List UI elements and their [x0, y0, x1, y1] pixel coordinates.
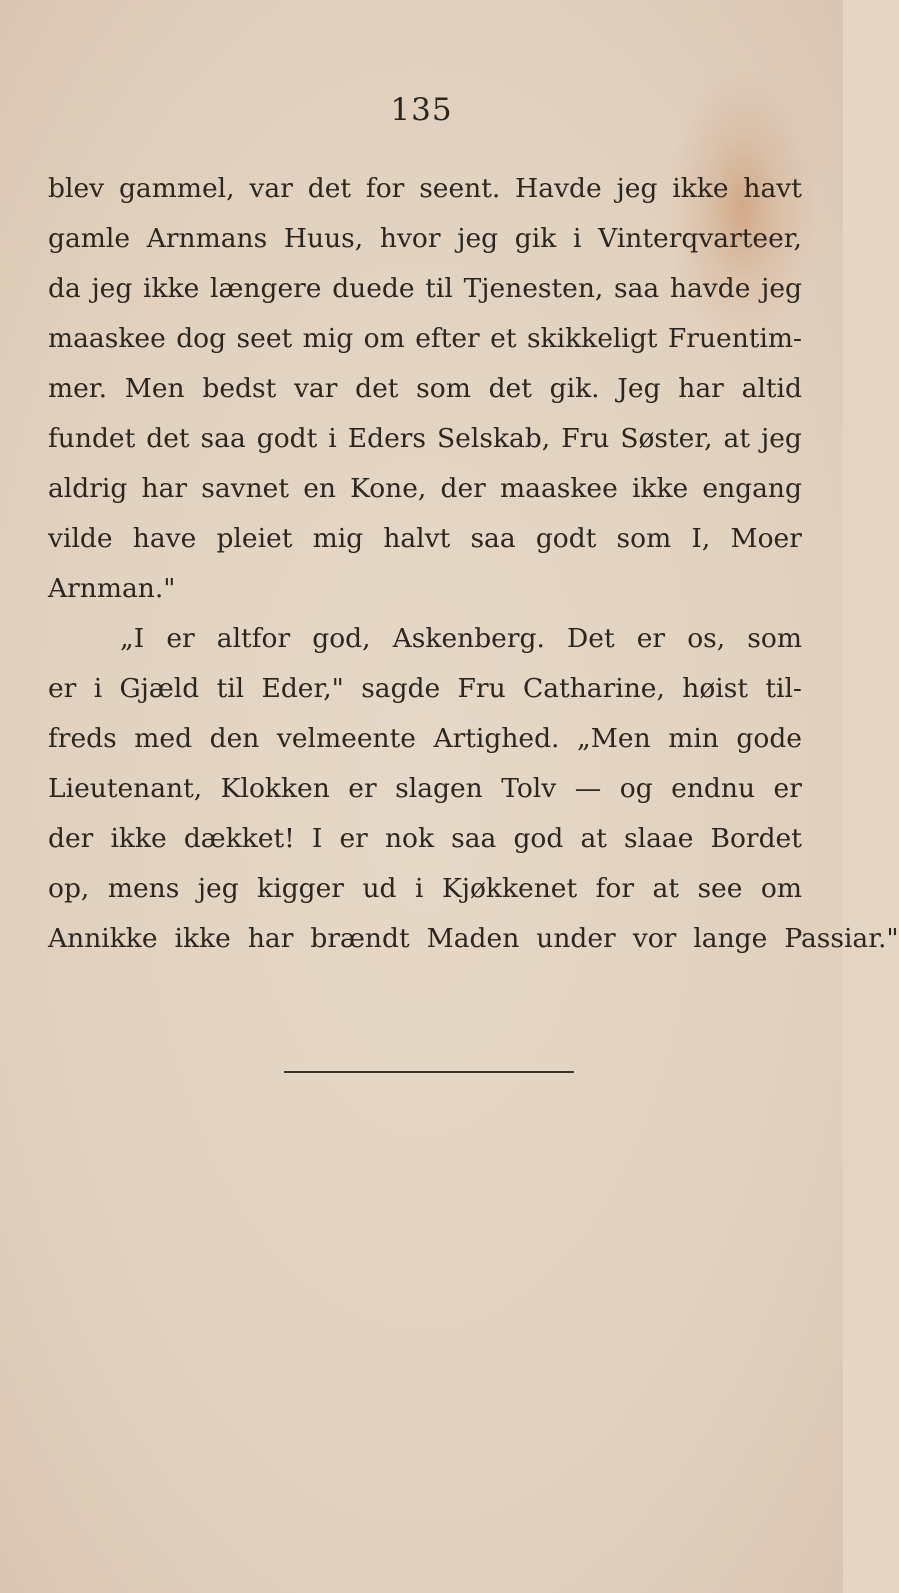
word: maaskee: [500, 473, 618, 504]
word: jeg: [91, 273, 133, 304]
word: er: [348, 773, 377, 804]
text-line: [48, 414, 802, 464]
word: Askenberg.: [392, 623, 545, 654]
word: endnu: [671, 773, 756, 804]
word: jeg: [761, 423, 802, 454]
word: ikke: [631, 473, 689, 504]
word: en: [303, 473, 336, 504]
word: havde: [669, 273, 751, 304]
word: for: [365, 173, 405, 204]
word: det: [355, 373, 399, 404]
word: i: [93, 673, 103, 704]
word: seent.: [419, 173, 501, 204]
word: det: [146, 423, 190, 454]
word: I,: [691, 523, 711, 554]
word: velmeente: [276, 723, 416, 754]
word: see: [697, 873, 743, 904]
word: „Men: [577, 723, 651, 754]
word: ikke: [672, 173, 729, 204]
word: dog: [176, 323, 227, 354]
text-line: [48, 564, 802, 614]
word: ikke: [174, 923, 231, 954]
word: fundet: [48, 423, 136, 454]
word: mer.: [48, 373, 107, 404]
word: Eders: [347, 423, 427, 454]
word: længere: [210, 273, 322, 304]
word: til: [216, 673, 245, 704]
word: Annikke: [48, 923, 158, 954]
word: har: [678, 373, 724, 404]
word: gammel,: [118, 173, 235, 204]
text-line: [48, 614, 802, 664]
word: Lieutenant,: [48, 773, 203, 804]
word: og: [619, 773, 653, 804]
word: i: [414, 873, 424, 904]
word: nok: [384, 823, 435, 854]
word: halvt: [383, 523, 451, 554]
word: op,: [48, 873, 90, 904]
word: ikke: [143, 273, 200, 304]
word: have: [132, 523, 197, 554]
word: Catharine,: [523, 673, 665, 704]
word: engang: [702, 473, 802, 504]
word: var: [293, 373, 338, 404]
word: som: [747, 623, 802, 654]
word: slagen: [395, 773, 483, 804]
word: Det: [567, 623, 615, 654]
word: mig: [302, 323, 354, 354]
word: sagde: [361, 673, 441, 704]
word: skikkeligt: [526, 323, 658, 354]
word: er: [48, 673, 77, 704]
word: brændt: [310, 923, 410, 954]
word: vilde: [48, 523, 113, 554]
text-line: [48, 214, 802, 264]
word: slaae: [624, 823, 694, 854]
word: kigger: [257, 873, 344, 904]
word: bedst: [202, 373, 277, 404]
word: god,: [312, 623, 371, 654]
word: Moer: [730, 523, 802, 554]
word: til: [425, 273, 453, 304]
word: duede: [332, 273, 415, 304]
word: blev: [48, 173, 105, 204]
word: gik: [514, 223, 557, 254]
word: —: [574, 773, 602, 804]
word: er: [166, 623, 195, 654]
word: Bordet: [710, 823, 802, 854]
word: saa: [614, 273, 660, 304]
text-line: [48, 264, 802, 314]
word: aldrig: [48, 473, 128, 504]
word: „I: [120, 623, 145, 654]
word: Artighed.: [433, 723, 560, 754]
word: Arnman.": [48, 573, 176, 604]
word: Fru: [561, 423, 610, 454]
word: Jeg: [617, 373, 661, 404]
word: pleiet: [216, 523, 293, 554]
word: Klokken: [220, 773, 330, 804]
word: i: [572, 223, 582, 254]
word: saa: [470, 523, 516, 554]
word: der: [440, 473, 486, 504]
word: dækket!: [183, 823, 295, 854]
word: at: [580, 823, 607, 854]
word: et: [490, 323, 517, 354]
text-line: [48, 714, 802, 764]
word: Vinterqvarteer,: [598, 223, 802, 254]
word: Fru: [457, 673, 506, 704]
word: der: [48, 823, 94, 854]
word: Eder,": [261, 673, 344, 704]
word: er: [636, 623, 666, 654]
word: savnet: [201, 473, 290, 504]
word: om: [363, 323, 405, 354]
text-line: [48, 514, 802, 564]
text-line: [48, 464, 802, 514]
word: efter: [415, 323, 480, 354]
word: hvor: [379, 223, 441, 254]
word: under: [536, 923, 616, 954]
word: gode: [736, 723, 802, 754]
word: til-: [765, 673, 802, 704]
text-line: [48, 164, 802, 214]
word: Men: [124, 373, 185, 404]
text-line: [48, 864, 802, 914]
word: havt: [743, 173, 802, 204]
word: vor: [632, 923, 677, 954]
word: høist: [682, 673, 748, 704]
word: jeg: [197, 873, 239, 904]
word: Kjøkkenet: [441, 873, 578, 904]
word: lange: [693, 923, 768, 954]
word: Tolv: [501, 773, 557, 804]
word: har: [141, 473, 188, 504]
text-line: [48, 364, 802, 414]
word: saa: [200, 423, 246, 454]
word: saa: [451, 823, 497, 854]
word: Passiar.": [784, 923, 899, 954]
word: Huus,: [283, 223, 364, 254]
word: Søster,: [620, 423, 713, 454]
word: med: [134, 723, 193, 754]
word: er: [773, 773, 802, 804]
word: har: [247, 923, 294, 954]
word: jeg: [616, 173, 658, 204]
word: Selskab,: [437, 423, 551, 454]
word: godt: [256, 423, 318, 454]
text-line: [48, 914, 899, 964]
word: Kone,: [350, 473, 427, 504]
word: jeg: [761, 273, 802, 304]
word: maaskee: [48, 323, 166, 354]
word: altfor: [216, 623, 291, 654]
word: Havde: [515, 173, 602, 204]
word: gik.: [549, 373, 600, 404]
word: Tjenesten,: [463, 273, 604, 304]
word: at: [652, 873, 679, 904]
word: freds: [48, 723, 117, 754]
word: seet: [236, 323, 293, 354]
word: ikke: [110, 823, 167, 854]
word: det: [488, 373, 532, 404]
word: Maden: [426, 923, 520, 954]
text-line: [48, 814, 802, 864]
word: god: [513, 823, 564, 854]
word: som: [416, 373, 471, 404]
word: om: [760, 873, 802, 904]
body-text: [48, 164, 899, 964]
word: Arnmans: [146, 223, 268, 254]
word: var: [249, 173, 293, 204]
word: for: [595, 873, 635, 904]
word: Gjæld: [119, 673, 200, 704]
word: Fruentim-: [667, 323, 802, 354]
text-line: [48, 764, 802, 814]
page-number: 135: [390, 92, 453, 128]
word: min: [668, 723, 719, 754]
word: i: [328, 423, 337, 454]
text-line: [48, 664, 802, 714]
word: som: [616, 523, 672, 554]
word: altid: [741, 373, 802, 404]
section-end-rule: [284, 1071, 574, 1073]
word: godt: [535, 523, 597, 554]
word: da: [48, 273, 81, 304]
word: jeg: [457, 223, 499, 254]
text-line: [48, 314, 802, 364]
word: gamle: [48, 223, 131, 254]
word: er: [339, 823, 368, 854]
word: at: [723, 423, 750, 454]
word: mig: [312, 523, 364, 554]
word: det: [307, 173, 352, 204]
word: os,: [687, 623, 726, 654]
word: den: [209, 723, 260, 754]
word: I: [311, 823, 323, 854]
word: ud: [362, 873, 397, 904]
word: mens: [107, 873, 180, 904]
